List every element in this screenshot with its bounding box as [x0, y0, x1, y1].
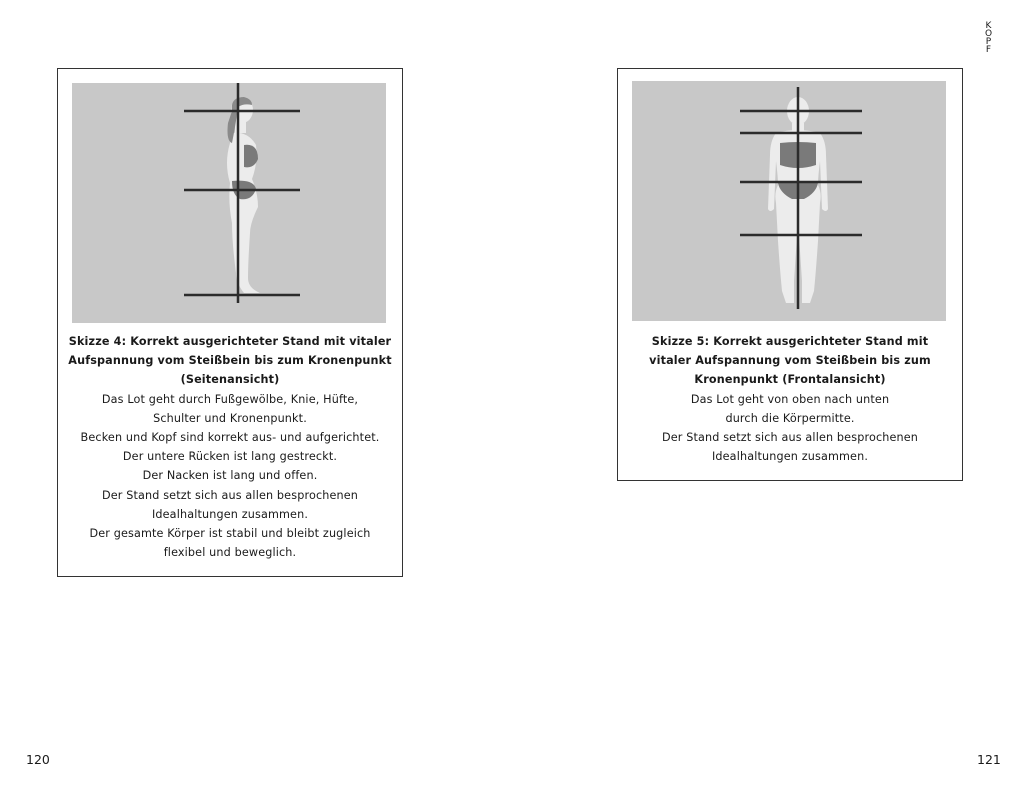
sketch-4-body-line: Idealhaltungen zusammen. — [151, 507, 309, 521]
sketch-4-body-line: Der gesamte Körper ist stabil und bleibt zugleich — [89, 527, 371, 541]
sketch-5-title-line: vitaler Aufspannung vom Steißbein bis zum — [649, 354, 931, 368]
sketch-5-body-line: Das Lot geht von oben nach unten — [690, 392, 890, 406]
sketch-5-body-line: Idealhaltungen zusammen. — [711, 450, 869, 464]
sketch-4-body-line: Schulter und Kronenpunkt. — [153, 411, 307, 425]
sketch-4-body-line: Das Lot geht durch Fußgewölbe, Knie, Hüfte, — [101, 392, 359, 406]
sketch-4-body-line: flexibel und beweglich. — [163, 546, 297, 560]
sketch-4-title-line: Skizze 4: Korrekt ausgerichteter Stand mit vitaler — [68, 335, 392, 348]
sketch-4-illustration — [72, 83, 386, 323]
page-number-right: 121 — [977, 752, 1001, 767]
sketch-4-body-line: Der Nacken ist lang und offen. — [142, 469, 318, 483]
sketch-4-title-line: Aufspannung vom Steißbein bis zum Kronenpunkt — [68, 354, 392, 368]
running-head: KOPF — [984, 21, 994, 55]
sketch-5-body-line: durch die Körpermitte. — [725, 411, 855, 425]
sketch-4-title-line: (Seitenansicht) — [180, 373, 280, 387]
sketch-5-title-line: Kronenpunkt (Frontalansicht) — [694, 373, 886, 387]
sketch-5-illustration — [632, 81, 946, 321]
front-view-figure-svg — [632, 81, 946, 321]
sketch-5-title-line: Skizze 5: Korrekt ausgerichteter Stand mit — [651, 335, 929, 348]
sketch-5-caption — [626, 332, 954, 466]
sketch-5-box — [617, 68, 963, 481]
sketch-4-body-line: Becken und Kopf sind korrekt aus- und aufgerichtet. — [80, 431, 380, 445]
sketch-4-body-line: Der Stand setzt sich aus allen besprochenen — [101, 488, 359, 502]
sketch-5-body-line: Der Stand setzt sich aus allen besprochenen — [661, 431, 919, 445]
side-view-figure-svg — [72, 83, 386, 323]
page-number-left: 120 — [26, 752, 50, 767]
sketch-4-body-line: Der untere Rücken ist lang gestreckt. — [122, 450, 338, 464]
sketch-4-caption — [66, 332, 394, 562]
sketch-4-box — [57, 68, 403, 577]
